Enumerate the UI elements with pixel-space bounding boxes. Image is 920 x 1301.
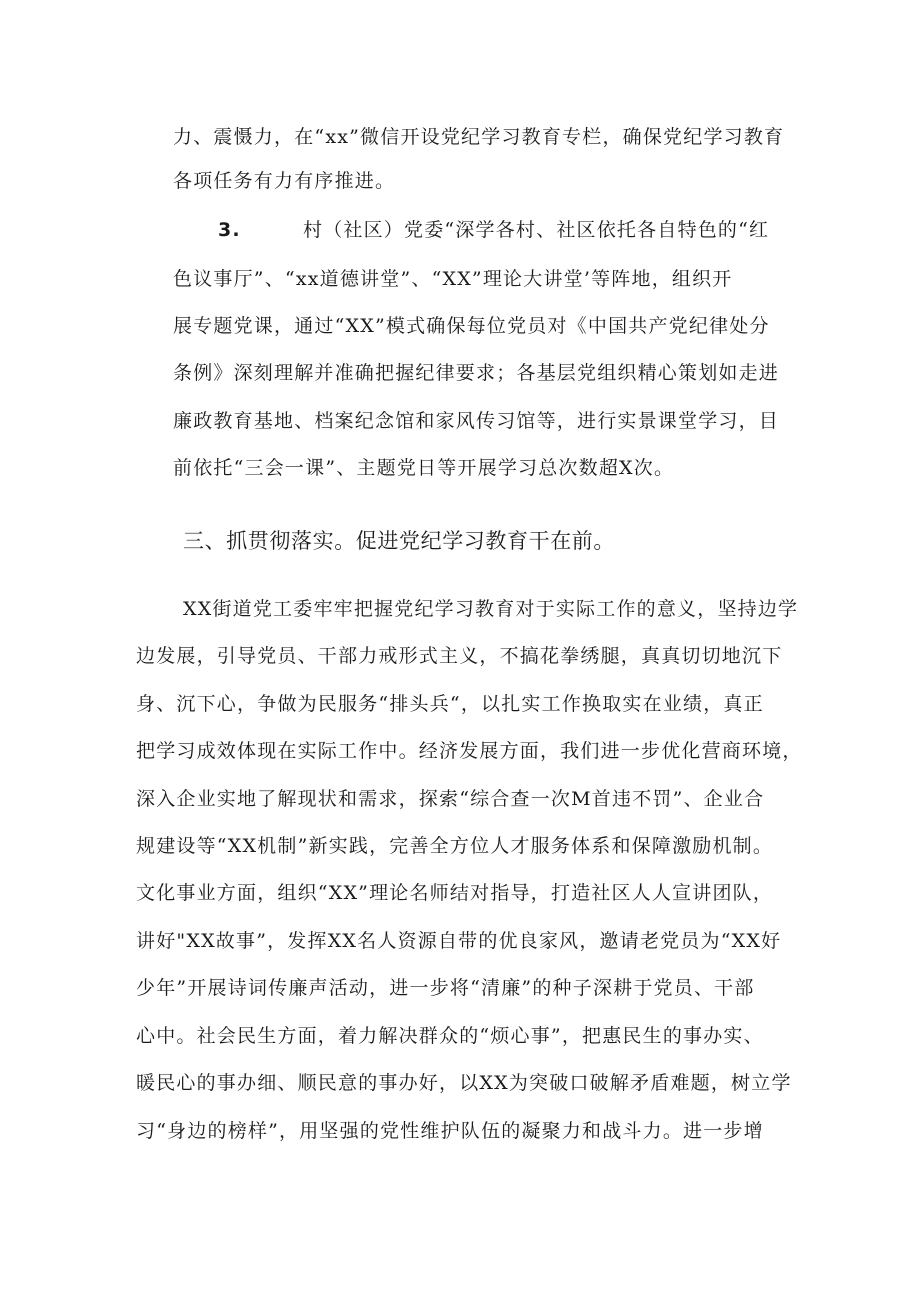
para3-line-2: 边发展，引导党员、干部力戒形式主义，不搞花拳绣腿，真真切切地沉下 bbox=[136, 645, 783, 667]
para3-line-12: 习“身边的榜样”，用坚强的党性维护队伍的凝聚力和战斗力。进一步增 bbox=[136, 1120, 764, 1142]
para3-line-10: 心中。社会民生方面，着力解决群众的“烦心事”，把惠民生的事办实、 bbox=[136, 1025, 764, 1047]
para3-line-9: 少年”开展诗词传廉声活动，进一步将“清廉”的种子深耕于党员、干部 bbox=[136, 977, 755, 999]
para3-line-1: XX街道党工委牢牢把握党纪学习教育对于实际工作的意义，坚持边学 bbox=[183, 598, 799, 620]
item-number: 3. bbox=[218, 219, 241, 241]
para3-line-11: 暖民心的事办细、顺民意的事办好，以XX为突破口破解矛盾难题，树立学 bbox=[136, 1072, 792, 1094]
para3-line-7: 文化事业方面，组织“XX”理论名师结对指导，打造社区人人宣讲团队， bbox=[136, 882, 774, 904]
para2-line-4: 条例》深刻理解并准确把握纪律要求；各基层党组织精心策划如走进 bbox=[173, 362, 780, 384]
para2-line-1: 村（社区）党委“深学各村、社区依托各自特色的“红 bbox=[303, 219, 770, 241]
para2-line-5: 廉政教育基地、档案纪念馆和家风传习馆等，进行实景课堂学习，目 bbox=[173, 410, 780, 432]
para2-line-6: 前依托“三会一课”、主题党日等开展学习总次数超X次。 bbox=[173, 457, 675, 479]
para3-line-6: 规建设等“XX机制”新实践，完善全方位人才服务体系和保障激励机制。 bbox=[136, 835, 774, 857]
para1-line-2: 各项任务有力有序推进。 bbox=[173, 170, 396, 192]
para3-line-8: 讲好"XX故事”，发挥XX名人资源自带的优良家风，邀请老党员为“XX好 bbox=[136, 930, 782, 952]
para3-line-4: 把学习成效体现在实际工作中。经济发展方面，我们进一步优化营商环境， bbox=[136, 740, 803, 762]
para1-line-1: 力、震慑力，在“xx”微信开设党纪学习教育专栏，确保党纪学习教育 bbox=[173, 126, 785, 148]
para3-line-3: 身、沉下心，争做为民服务“排头兵“，以扎实工作换取实在业绩，真正 bbox=[136, 693, 764, 715]
para3-line-5: 深入企业实地了解现状和需求，探索“综合查一次M首违不罚”、企业合 bbox=[136, 788, 765, 810]
section-heading: 三、抓贯彻落实。促进党纪学习教育干在前。 bbox=[183, 529, 615, 553]
para2-line-2: 色议事厅”、“xx道德讲堂”、“XX”理论大讲堂’等阵地，组织开 bbox=[173, 268, 733, 290]
para2-line-3: 展专题党课，通过“XX”模式确保每位党员对《中国共产党纪律处分 bbox=[173, 315, 770, 337]
